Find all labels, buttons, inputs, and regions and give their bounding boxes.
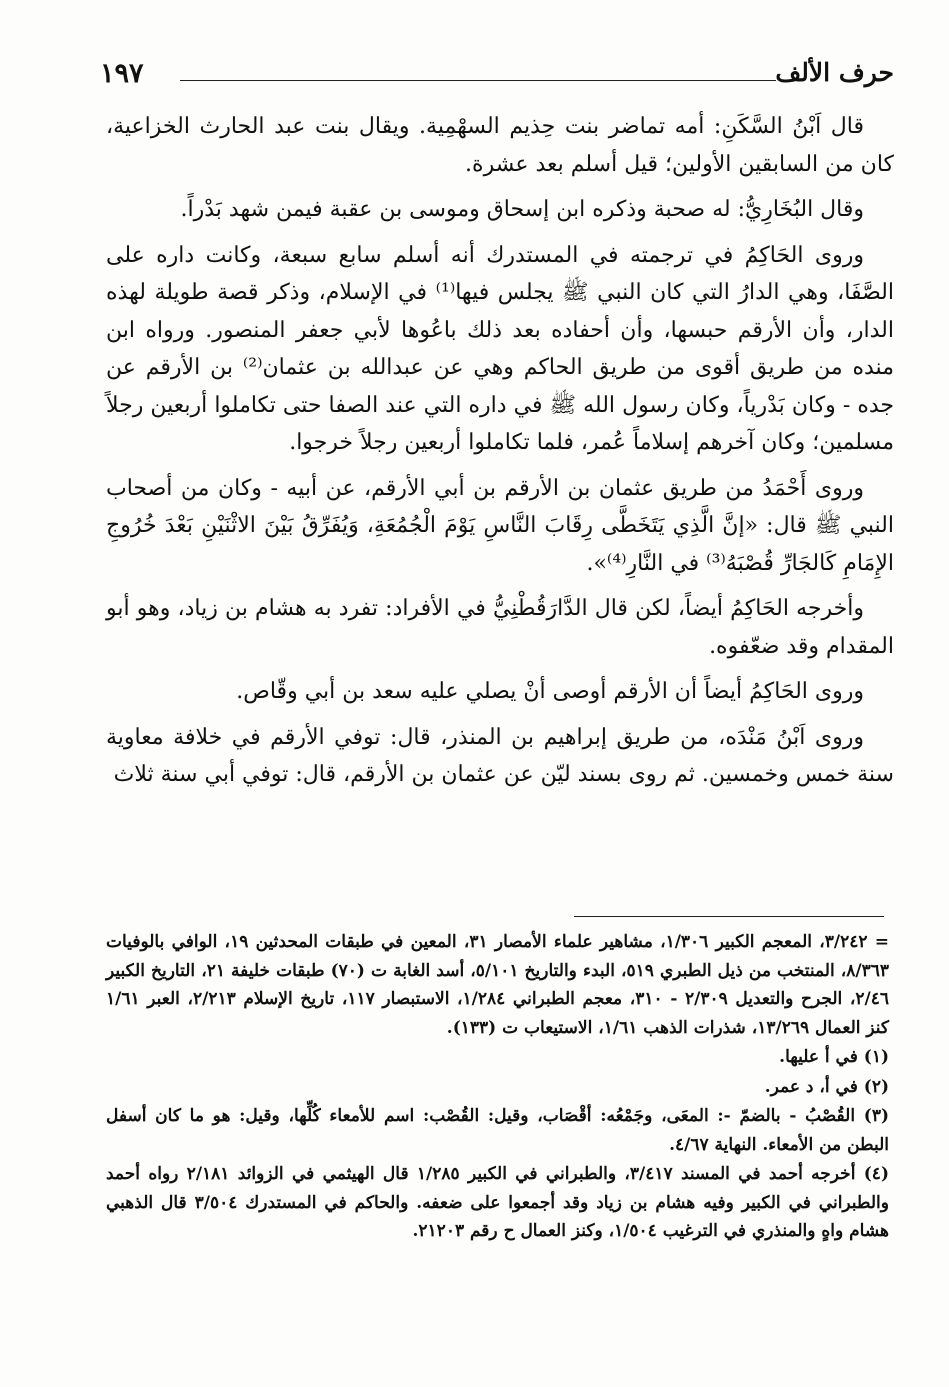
chapter-title: حرف الألف: [775, 58, 894, 87]
paragraph: وروى أَحْمَدُ من طريق عثمان بن الأرقم بن أبي الأرقم، عن أبيه - وكان من أصحاب النبي ﷺ قال: «إنَّ الَّذِي يَتَخَطَّى رِقَابَ النَّاسِ يَوْمَ الْجُمُعَةِ، وَيُفَرِّقُ بَيْنَ الاثْنَيْنِ بَعْدَ خُرُوجِ الإِمَامِ كَالجَارِّ قُصْبَهُ⁽³⁾ في النَّارِ⁽⁴⁾».: [106, 475, 894, 576]
paragraph: وقال البُخَارِيُّ: له صحبة وذكره ابن إسحاق وموسى بن عقبة فيمن شهد بَدْراً.: [180, 197, 864, 222]
footnote-continuation: = ٣/٢٤٢، المعجم الكبير ١/٣٠٦، مشاهير علماء الأمصار ٣١، المعين في طبقات المحدثين ١٩، الوافي بالوفيات ٨/٣٦٣، المنتخب من ذيل الطبري ٥١٩، البدء والتاريخ ٥/١٠١، أسد الغابة ت (٧٠) طبقات خليفة ٢١، التاريخ الكبير ٢/٤٦، الجرح والتعديل ٢/٣٠٩ - ٣١٠، معجم الطبراني ١/٢٨٤، الاستبصار ١١٧، تاريخ الإسلام ٢/٢١٣، العبر ١/٦١ كنز العمال ١٣/٢٦٩، شذرات الذهب ١/٦١، الاستيعاب ت (١٣٣).: [106, 932, 890, 1038]
paragraph: وروى الحَاكِمُ أيضاً أن الأرقم أوصى أنْ يصلي عليه سعد بن أبي وقّاص.: [236, 679, 864, 704]
page-number: ١٩٧: [100, 58, 144, 89]
footnote-4: (٤) أخرجه أحمد في المسند ٣/٤١٧، والطبراني في الكبير ١/٢٨٥ قال الهيثمي في الزوائد ٢/١٨١ رواه أحمد والطبراني في الكبير وفيه هشام بن زياد وقد أجمعوا على ضعفه. والحاكم في المستدرك ٣/٥٠٤ قال الذهبي هشام واهٍ والمنذري في الترغيب ١/٥٠٤، وكنز العمال ح رقم ٢١٢٠٣.: [106, 1164, 889, 1241]
paragraph: وروى الحَاكِمُ في ترجمته في المستدرك أنه أسلم سابع سبعة، وكانت داره على الصَّفَا، وهي الدارُ التي كان النبي ﷺ يجلس فيها⁽¹⁾ في الإسلام، وذكر قصة طويلة لهذه الدار، وأن الأرقم حبسها، وأن أحفاده بعد ذلك باعُوها لأبي جعفر المنصور. ورواه ابن منده من طريق أقوى من طريق الحاكم وهي عن عبدالله بن عثمان⁽²⁾ بن الأرقم عن جده - وكان بَدْرياً، وكان رسول الله ﷺ في داره التي عند الصفا حتى تكاملوا أربعين رجلاً مسلمين؛ وكان آخرهم إسلاماً عُمر، فلما تكاملوا أربعين رجلاً خرجوا.: [106, 242, 895, 455]
footnotes: [106, 928, 889, 1247]
page-header: [100, 58, 894, 98]
footnote-3: (٣) القُصْبُ - بالضمّ -: المعَى، وجَمْعُه: أقْصَاب، وقيل: القُصْب: اسم للأمعاء كُلِّها، وقيل: هو ما كان أسفل البطن من الأمعاء. النهاية ٤/٦٧.: [106, 1106, 889, 1155]
paragraph: وأخرجه الحَاكِمُ أيضاً، لكن قال الدَّارَقُطْنِيُّ في الأفراد: تفرد به هشام بن زياد، وهو أبو المقدام وقد ضعّفوه.: [106, 596, 894, 659]
header-rule: [180, 80, 776, 81]
footnote-separator: [574, 916, 884, 917]
footnote-1: (١) في أ عليها.: [779, 1047, 889, 1067]
paragraph: قال اَبْنُ السَّكَنِ: أمه تماضر بنت حِذيم السهْمِية. ويقال بنت عبد الحارث الخزاعية، كان من السابقين الأولين؛ قيل أسلم بعد عشرة.: [106, 114, 894, 177]
footnote-2: (٢) في أ، د عمر.: [764, 1076, 889, 1097]
main-text: [106, 108, 894, 802]
paragraph: وروى اَبْنُ مَنْدَه، من طريق إبراهيم بن المنذر، قال: توفي الأرقم في خلافة معاوية سنة خمس وخمسين. ثم روى بسند ليّن عن عثمان بن الأرقم، قال: توفي أبي سنة ثلاث: [106, 724, 894, 787]
